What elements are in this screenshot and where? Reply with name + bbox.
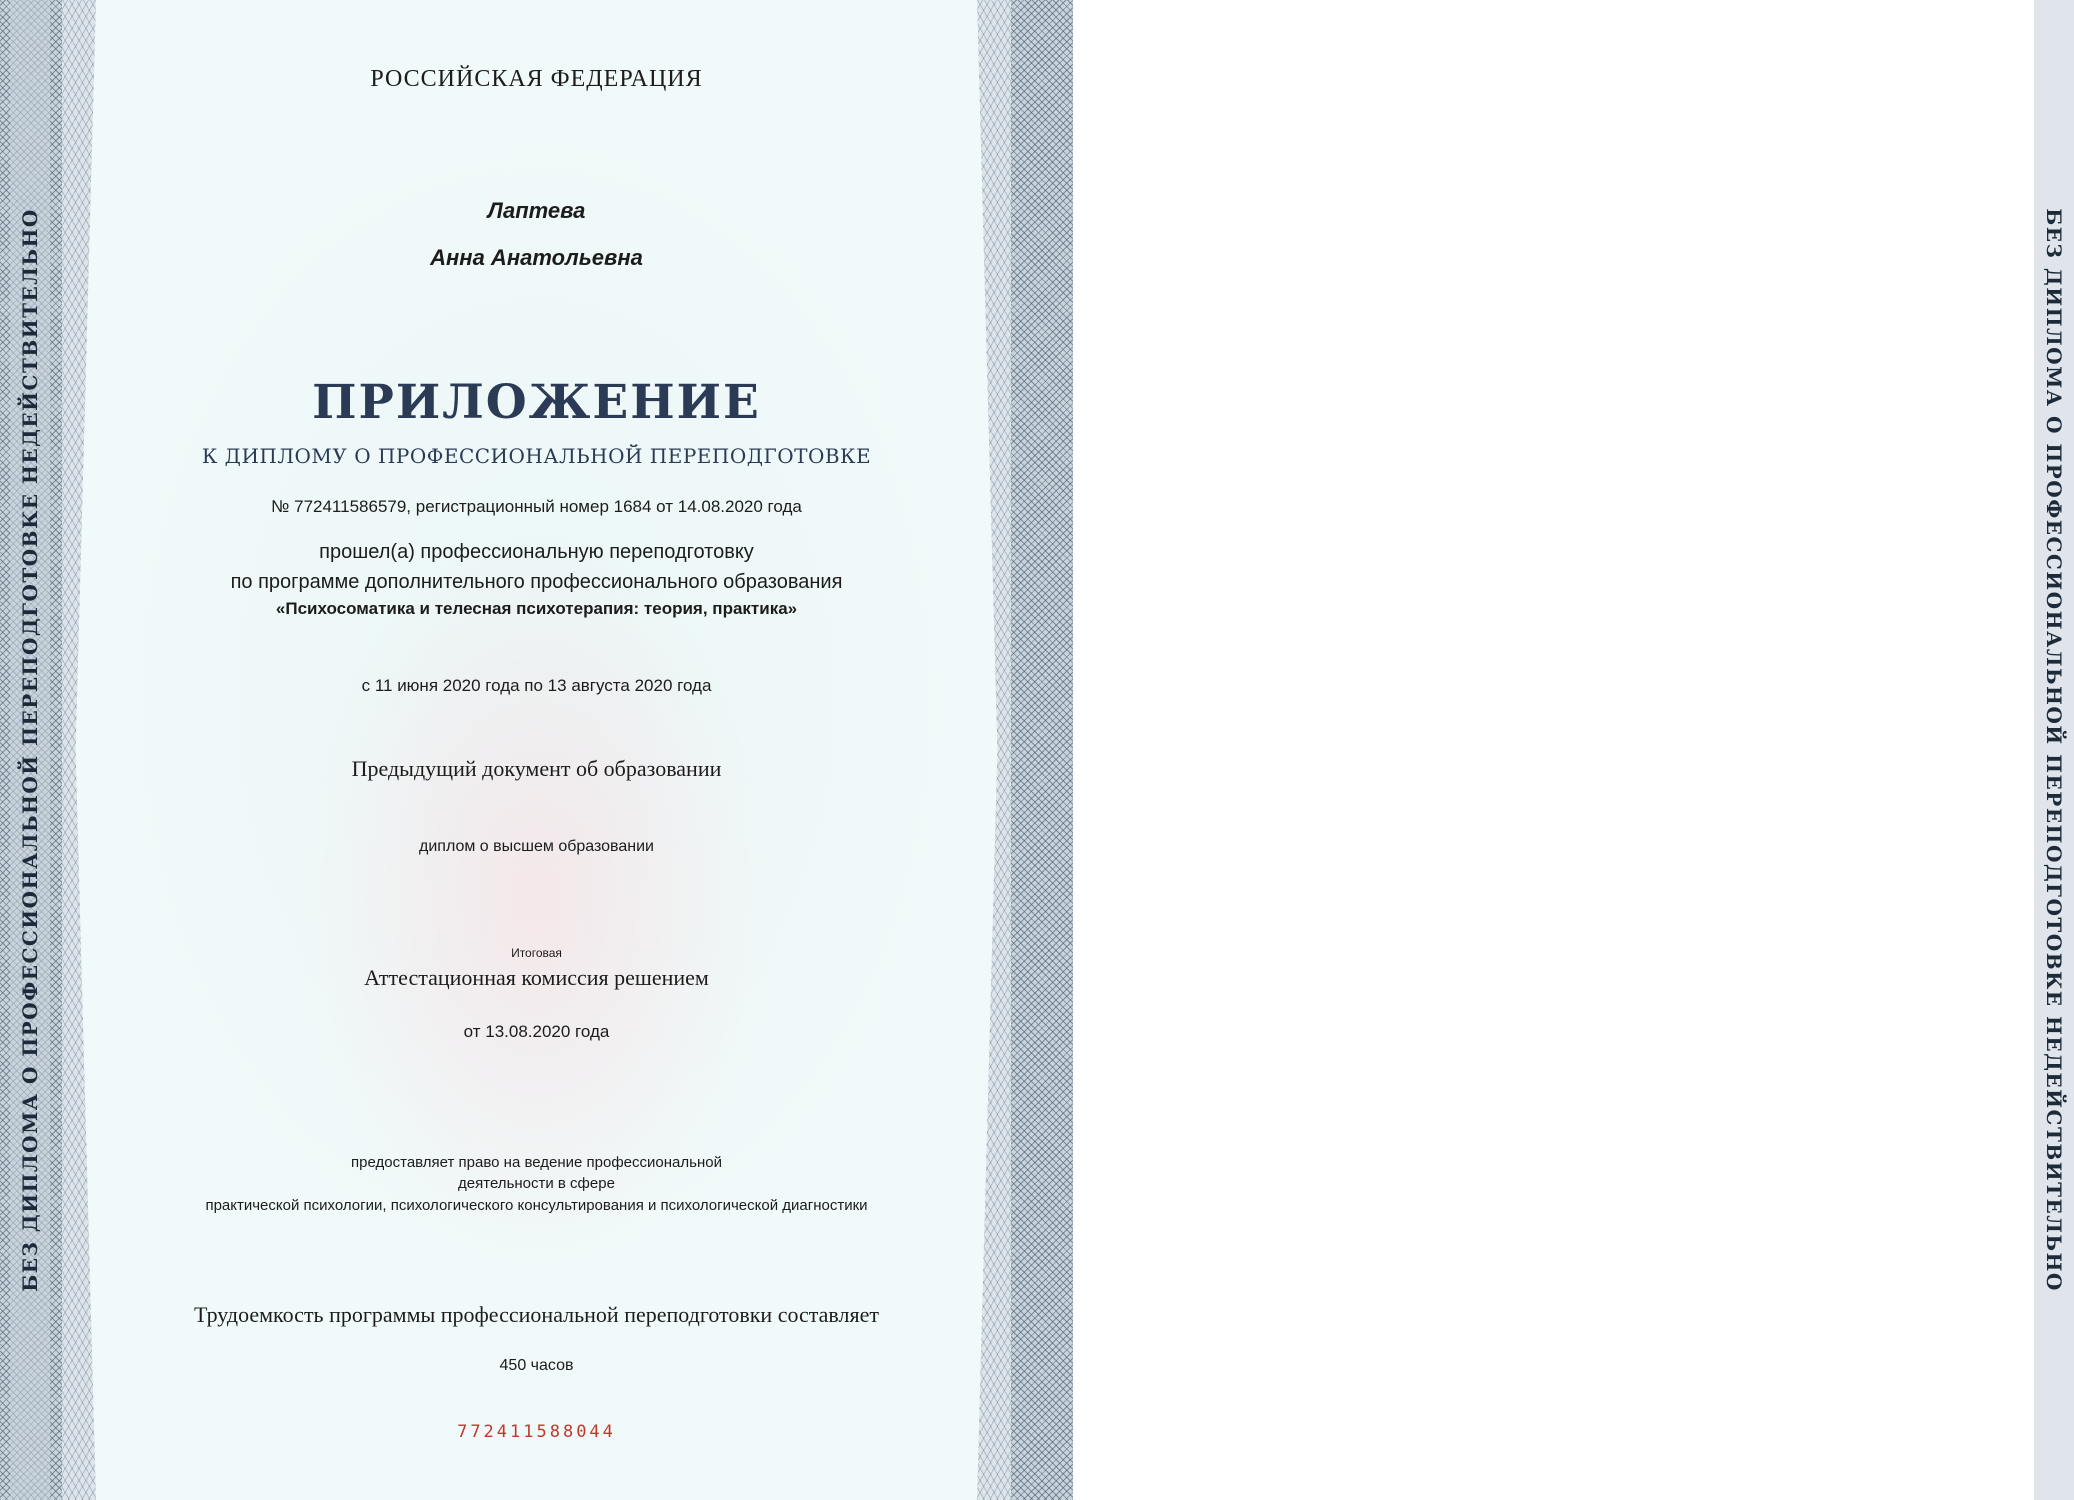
left-border-text: БЕЗ ДИПЛОМА О ПРОФЕССИОНАЛЬНОЙ ПЕРЕПОДГОТОВКЕ НЕДЕЙСТВИТЕЛЬНО: [10, 0, 50, 1500]
workload-value: 450 часов: [499, 1357, 574, 1374]
left-inner-ornament: [62, 0, 96, 1500]
program-intro: по программе дополнительного профессионального образования: [230, 571, 843, 593]
completed-line: прошел(а) профессиональную переподготовку: [319, 541, 754, 563]
commission-label: Аттестационная комиссия решением: [364, 965, 709, 990]
registration-line: № 772411586579, регистрационный номер 1684 от 14.08.2020 года: [271, 497, 802, 516]
previous-document-label: Предыдущий документ об образовании: [351, 756, 722, 781]
rights-line-2: деятельности в сфере: [458, 1175, 615, 1192]
right-inner-ornament: [977, 0, 1011, 1500]
right-border-text: БЕЗ ДИПЛОМА О ПРОФЕССИОНАЛЬНОЙ ПЕРЕПОДГОТОВКЕ НЕДЕЙСТВИТЕЛЬНО: [2034, 0, 2074, 1500]
study-period: с 11 июня 2020 года по 13 августа 2020 года: [361, 676, 712, 695]
rights-line-1: предоставляет право на ведение профессиональной: [351, 1154, 722, 1171]
last-name: Лаптева: [487, 198, 586, 223]
document-subtitle: К ДИПЛОМУ О ПРОФЕССИОНАЛЬНОЙ ПЕРЕПОДГОТОВКЕ: [201, 444, 872, 468]
final-label: Итоговая: [511, 946, 562, 960]
program-name: «Психосоматика и телесная психотерапия: теория, практика»: [275, 599, 798, 618]
commission-date: от 13.08.2020 года: [463, 1022, 610, 1041]
country-heading: РОССИЙСКАЯ ФЕДЕРАЦИЯ: [370, 66, 703, 92]
rights-line-3: практической психологии, психологического консультирования и психологической диагностики: [205, 1197, 868, 1214]
right-guilloche-border: [1011, 0, 2066, 1500]
workload-label: Трудоемкость программы профессиональной переподготовки составляет: [193, 1302, 880, 1327]
document-title: ПРИЛОЖЕНИЕ: [312, 375, 761, 430]
previous-document-value: диплом о высшем образовании: [419, 838, 654, 855]
left-guilloche-border: [0, 0, 62, 1500]
first-patronymic: Анна Анатольевна: [430, 245, 643, 270]
serial-number: 772411588044: [457, 1422, 616, 1442]
